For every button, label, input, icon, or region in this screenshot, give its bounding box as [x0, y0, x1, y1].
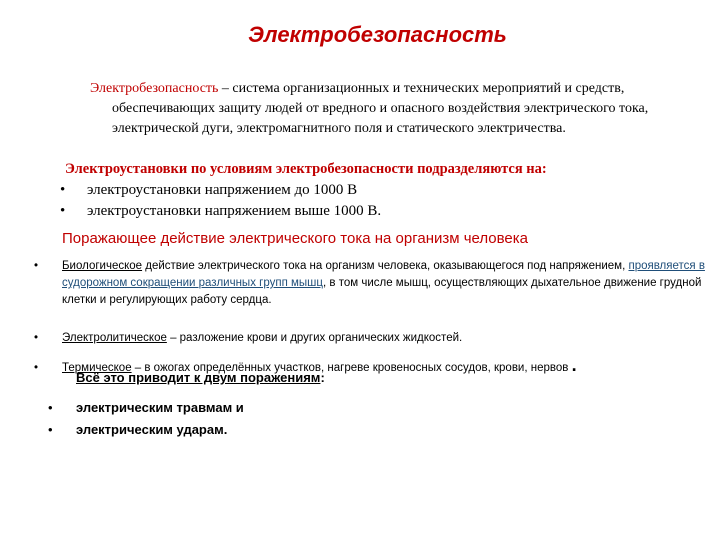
- list-item-text: электрическим травмам и: [76, 400, 244, 415]
- bullet: •: [34, 260, 39, 272]
- list-item: [48, 397, 244, 419]
- list-item: [60, 180, 381, 201]
- bullet: •: [60, 203, 66, 219]
- definition-term: Электробезопасность: [90, 81, 219, 96]
- effects-list: [32, 258, 712, 377]
- trailing-period: .: [571, 355, 577, 375]
- effect-name: Биологическое: [62, 260, 143, 272]
- classification-heading: Электроустановки по условиям электробезопасности подразделяются на:: [65, 161, 547, 177]
- effect-item-electrolytic: [32, 330, 712, 347]
- effect-name: Электролитическое: [62, 332, 167, 344]
- definition-paragraph: [90, 79, 690, 139]
- effect-text: – в ожогах определённых участков, нагреве кровеносных сосудов, крови, нервов: [131, 362, 569, 374]
- result-heading-colon: :: [320, 370, 325, 385]
- result-list: [48, 397, 244, 441]
- bullet: •: [34, 362, 39, 374]
- list-item-text: электрическим ударам.: [76, 422, 228, 437]
- effect-name: Термическое: [62, 362, 132, 374]
- effect-link[interactable]: проявляется в судорожном сокращении различных групп мышц: [62, 260, 705, 289]
- effect-text: действие электрического тока на организм человека, оказывающегося под напряжением,: [142, 260, 629, 272]
- bullet: •: [48, 400, 53, 415]
- voltage-list: [60, 180, 381, 222]
- effect-text: – разложение крови и других органических жидкостей.: [166, 332, 463, 344]
- effect-text-end: , в том числе мышц, осуществляющих дыхательное движение грудной клетки и регулирующих работу сердца.: [62, 277, 702, 306]
- result-heading-text: Всё это приводит к двум поражениям: [76, 370, 321, 385]
- bullet: •: [34, 332, 39, 344]
- list-item: [60, 201, 381, 222]
- bullet: •: [48, 422, 53, 437]
- result-heading: [76, 370, 325, 385]
- bullet: •: [60, 182, 66, 198]
- list-item-text: электроустановки напряжением до 1000 В: [87, 182, 358, 198]
- list-item: [48, 419, 244, 441]
- effect-item-biological: [32, 258, 712, 309]
- list-item-text: электроустановки напряжением выше 1000 В.: [87, 203, 382, 219]
- definition-text: – система организационных и технических мероприятий и средств, обеспечивающих защиту людей от вредного и опасного воздействия электрического тока, электрической дуги, электромагнитного поля и статического электричества.: [112, 81, 649, 136]
- page-title: Электробезопасность: [248, 22, 507, 47]
- effects-heading: Поражающее действие электрического тока на организм человека: [62, 230, 529, 247]
